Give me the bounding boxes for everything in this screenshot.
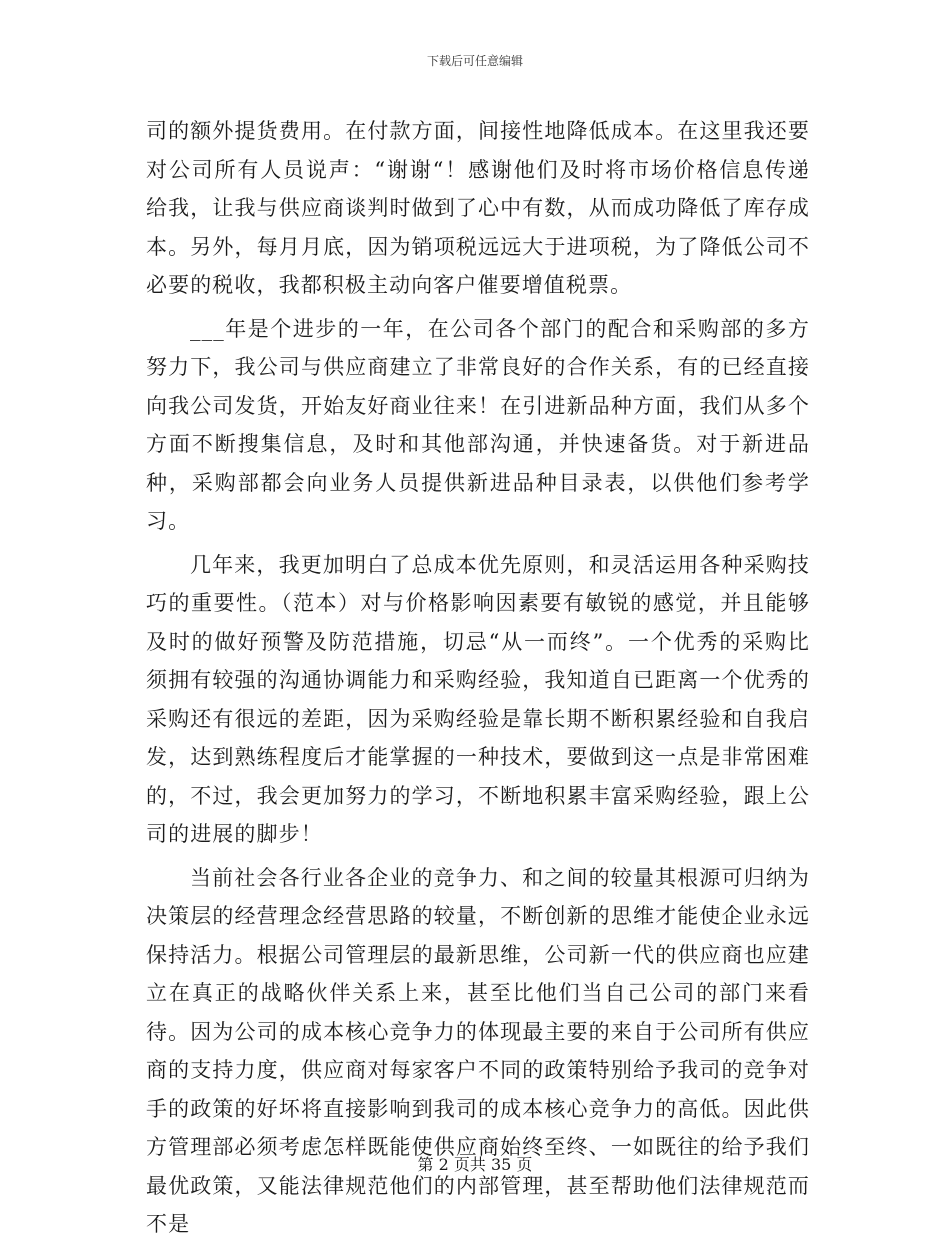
page-number: 第 2 页共 35 页 <box>417 1155 533 1174</box>
document-body <box>146 112 810 1244</box>
paragraph-cost-principle: 几年来，我更加明白了总成本优先原则，和灵活运用各种采购技巧的重要性。（范本）对与价格影响因素要有敏锐的感觉，并且能够及时的做好预警及防范措施，切忌“从一而终”。一个优秀的采购比须拥有较强的沟通协调能力和采购经验，我知道自已距离一个优秀的采购还有很远的差距，因为采购经验是靠长期不断积累经验和自我启发，达到熟练程度后才能掌握的一种技术，要做到这一点是非常困难的，不过，我会更加努力的学习，不断地积累丰富采购经验，跟上公司的进展的脚步！ <box>146 552 810 846</box>
paragraph-competition: 当前社会各行业各企业的竞争力、和之间的较量其根源可归纳为决策层的经营理念经营思路的较量，不断创新的思维才能使企业永远保持活力。根据公司管理层的最新思维，公司新一代的供应商也应建立在真正的战略伙伴关系上来，甚至比他们当自己公司的部门来看待。因为公司的成本核心竞争力的体现最主要的来自于公司所有供应商的支持力度，供应商对每家客户不同的政策特别给予我司的竞争对手的政策的好坏将直接影响到我司的成本核心竞争力的高低。因此供方管理部必须考虑怎样既能使供应商始终至终、一如既往的给予我们最优政策，又能法律规范他们的内部管理，甚至帮助他们法律规范而不是 <box>146 865 810 1236</box>
paragraph-continuation: 司的额外提货费用。在付款方面，间接性地降低成本。在这里我还要对公司所有人员说声：“谢谢“！感谢他们及时将市场价格信息传递给我，让我与供应商谈判时做到了心中有数，从而成功降低了库存成本。另外，每月月底，因为销项税远远大于进项税，为了降低公司不必要的税收，我都积极主动向客户催要增值税票。 <box>146 119 810 297</box>
page-header: 下载后可任意编辑 <box>426 54 523 68</box>
paragraph-progress-year: ___年是个进步的一年，在公司各个部门的配合和采购部的多方努力下，我公司与供应商建立了非常良好的合作关系，有的已经直接向我公司发货，开始友好商业往来！在引进新品种方面，我们从多个方面不断搜集信息，及时和其他部沟通，并快速备货。对于新进品种，采购部都会向业务人员提供新进品种目录表，以供他们参考学习。 <box>146 316 810 533</box>
